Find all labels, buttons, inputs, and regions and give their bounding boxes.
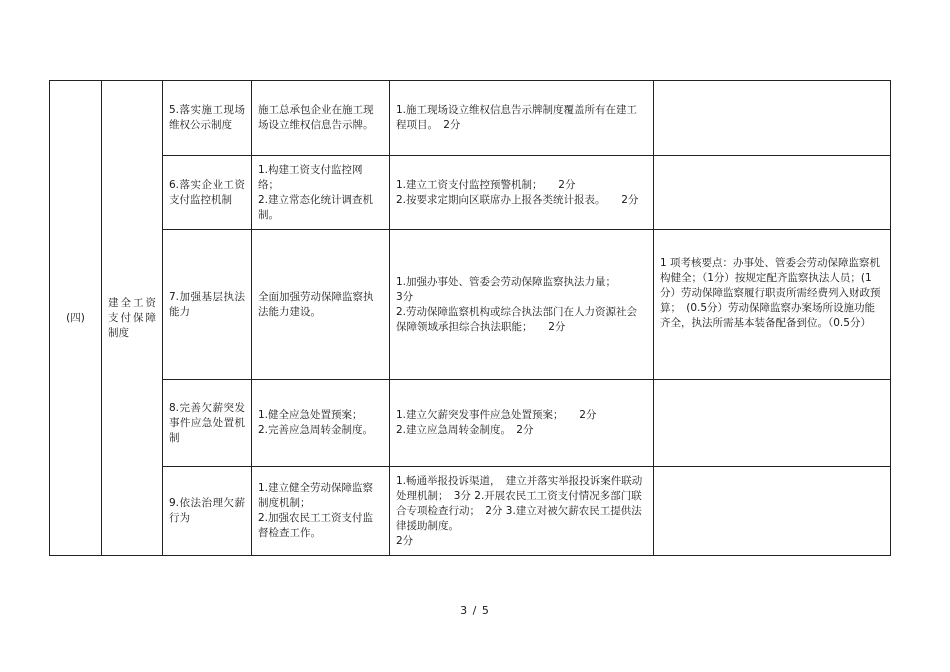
item-title: 7.加强基层执法能力 — [169, 290, 245, 318]
content-cell — [252, 230, 390, 380]
standard-line: 2.劳动保障监察机构或综合执法部门在人力资源社会保障领域承担综合执法职能； 2分 — [396, 305, 638, 333]
standard-line: 2.建立应急周转金制度。 2分 — [396, 424, 534, 436]
page-number: 3 / 5 — [460, 604, 490, 617]
content-cell — [252, 156, 390, 230]
content-line: 2.完善应急周转金制度。 — [258, 424, 374, 436]
table-row — [50, 81, 891, 156]
standard-line: 1.建立工资支付监控预警机制； 2分 — [396, 178, 576, 191]
item-cell — [163, 81, 252, 156]
table-row — [50, 156, 891, 230]
standard-line: 1.畅通举报投诉渠道， 建立并落实举报投诉案件联动处理机制； 3分 2.开展农民工工资支付情况多部门联合专项检查行动； 2分 3.建立对被欠薪农民工提供法律援助制度。 — [396, 474, 643, 532]
item-cell — [163, 380, 252, 467]
standard-cell — [390, 230, 654, 380]
section-name-cell — [102, 81, 163, 556]
content-line: 1.建立健全劳动保障监察制度机制； — [258, 482, 374, 509]
standard-cell — [390, 467, 654, 556]
section-index-cell — [50, 81, 102, 556]
standard-line: 1.施工现场设立维权信息告示牌制度覆盖所有在建工程项目。 2分 — [396, 104, 638, 131]
notes-line: 1 项考核要点：办事处、管委会劳动保障监察机构健全；（1分）按规定配齐监察执法人员；(1分）劳动保障监察履行职责所需经费列入财政预算； (0.5分）劳动保障监察办案场所设施功能齐全，执法所需基本装备配备到位。（0.5分） — [660, 257, 881, 329]
item-title: 6.落实企业工资支付监控机制 — [169, 178, 245, 206]
assessment-table — [49, 80, 891, 556]
section-index: (四) — [66, 311, 85, 324]
item-title: 8.完善欠薪突发事件应急处置机制 — [169, 401, 245, 444]
notes-cell — [654, 81, 891, 156]
standard-cell — [390, 156, 654, 230]
standard-line: 2.按要求定期向区联席办上报各类统计报表。 2分 — [396, 193, 639, 206]
content-line: 1.构建工资支付监控网络； — [258, 163, 363, 191]
table-row — [50, 230, 891, 380]
standard-line: 1.加强办事处、管委会劳动保障监察执法力量； 3分 — [396, 275, 653, 303]
standard-line: 2分 — [396, 534, 414, 547]
section-name: 建全工资支付保障制度 — [108, 296, 156, 339]
content-line: 2.加强农民工工资支付监督检查工作。 — [258, 512, 374, 539]
content-cell — [252, 81, 390, 156]
item-cell — [163, 230, 252, 380]
content-line: 2.建立常态化统计调查机制。 — [258, 193, 374, 221]
content-cell — [252, 380, 390, 467]
standard-cell — [390, 81, 654, 156]
content-cell — [252, 467, 390, 556]
item-title: 5.落实施工现场维权公示制度 — [169, 104, 245, 131]
content-line: 全面加强劳动保障监察执法能力建设。 — [258, 290, 374, 318]
notes-cell — [654, 230, 891, 380]
content-line: 施工总承包企业在施工现场设立维权信息告示牌。 — [258, 104, 374, 131]
notes-cell — [654, 380, 891, 467]
notes-cell — [654, 156, 891, 230]
content-line: 1.健全应急处置预案； — [258, 409, 363, 421]
notes-cell — [654, 467, 891, 556]
standard-line: 1.建立欠薪突发事件应急处置预案； 2分 — [396, 409, 597, 421]
item-cell — [163, 467, 252, 556]
item-title: 9.依法治理欠薪行为 — [169, 497, 245, 524]
standard-cell — [390, 380, 654, 467]
item-cell — [163, 156, 252, 230]
table-row — [50, 467, 891, 556]
table-row — [50, 380, 891, 467]
